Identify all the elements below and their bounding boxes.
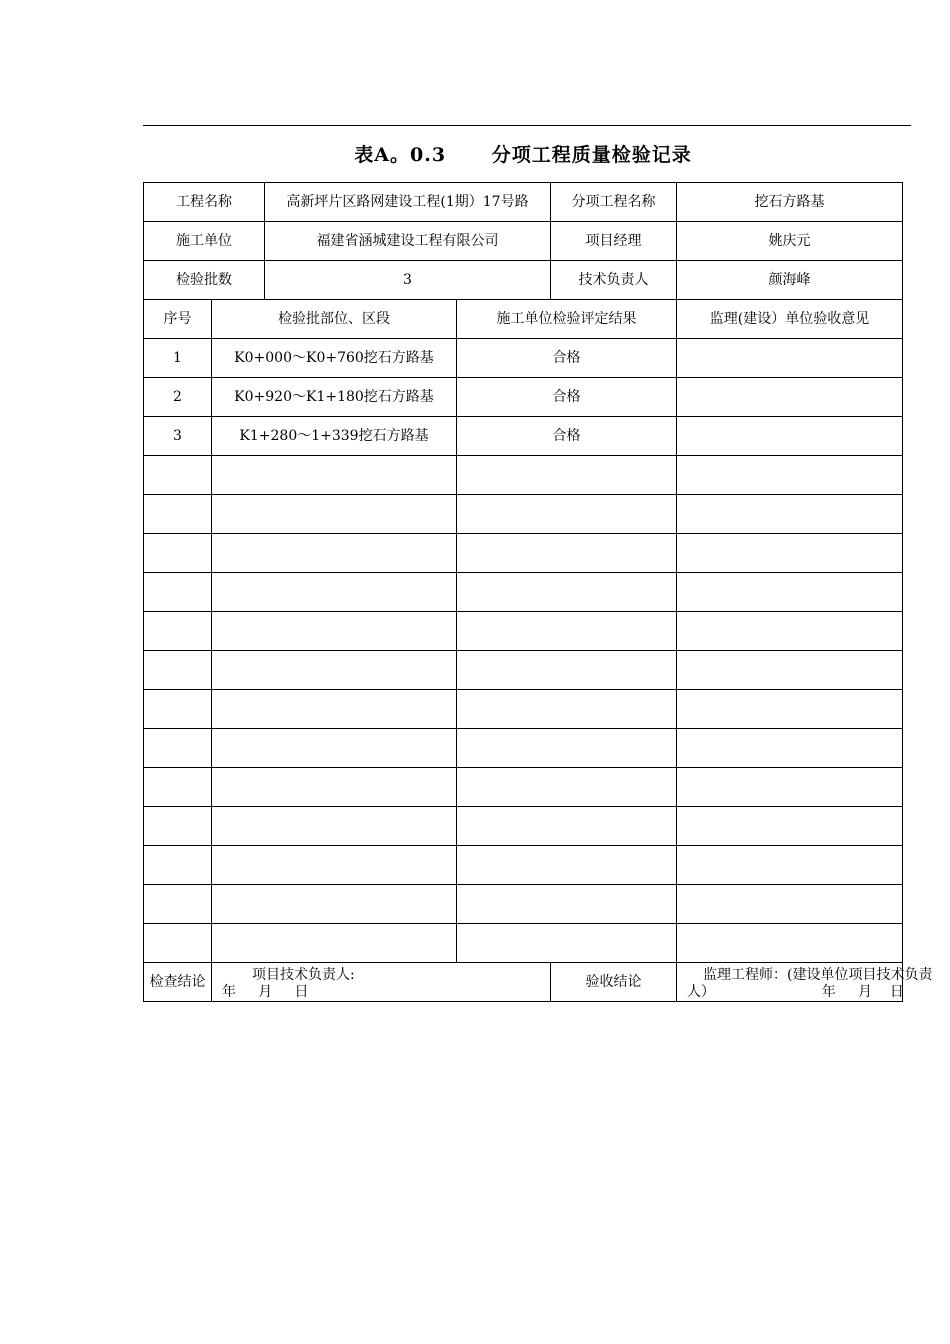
col-header-seq: 序号 [144, 300, 212, 339]
row-result-cell [457, 456, 677, 495]
table-row [144, 924, 903, 963]
col-header-opinion: 监理(建设）单位验收意见 [677, 300, 903, 339]
check-signer: 项目技术负责人: [252, 967, 355, 983]
table-row [144, 456, 903, 495]
accept-signer: 监理工程师：(建设单位项目技术负责 [703, 967, 933, 983]
row-opinion-cell [677, 573, 903, 612]
row-result-cell: 合格 [457, 339, 677, 378]
row-location-cell [212, 924, 457, 963]
row-opinion-cell [677, 690, 903, 729]
table-row [144, 846, 903, 885]
row-seq-cell [144, 690, 212, 729]
row-seq-cell [144, 768, 212, 807]
table-row [144, 885, 903, 924]
row-opinion-cell [677, 846, 903, 885]
row-opinion-cell [677, 885, 903, 924]
table-row [144, 690, 903, 729]
check-conclusion-label: 检查结论 [144, 963, 212, 1002]
row-result-cell: 合格 [457, 417, 677, 456]
table-row [144, 573, 903, 612]
row-location-cell [212, 651, 457, 690]
row-seq-cell [144, 924, 212, 963]
check-conclusion-cell [212, 963, 551, 1002]
table-row [144, 417, 903, 456]
row-opinion-cell [677, 768, 903, 807]
row-result-cell [457, 495, 677, 534]
row-location-cell: K1+280～1+339挖石方路基 [212, 417, 457, 456]
row-location-cell [212, 846, 457, 885]
row-result-cell [457, 651, 677, 690]
row-seq-cell [144, 885, 212, 924]
row-location-cell [212, 807, 457, 846]
row-location-cell: K0+000～K0+760挖石方路基 [212, 339, 457, 378]
contractor-value: 福建省涵城建设工程有限公司 [265, 222, 551, 261]
table-row [144, 378, 903, 417]
batch-count-label: 检验批数 [144, 261, 265, 300]
top-rule [143, 125, 911, 126]
row-result-cell [457, 690, 677, 729]
table-row [144, 495, 903, 534]
row-seq-cell [144, 534, 212, 573]
row-opinion-cell [677, 924, 903, 963]
row-location-cell [212, 456, 457, 495]
row-result-cell [457, 729, 677, 768]
row-location-cell [212, 768, 457, 807]
table-row [144, 729, 903, 768]
row-opinion-cell [677, 651, 903, 690]
row-result-cell [457, 534, 677, 573]
header-row-project [144, 183, 903, 222]
sub-project-label: 分项工程名称 [551, 183, 677, 222]
row-seq-cell: 1 [144, 339, 212, 378]
col-header-location: 检验批部位、区段 [212, 300, 457, 339]
row-result-cell [457, 846, 677, 885]
column-header-row [144, 300, 903, 339]
row-location-cell [212, 534, 457, 573]
conclusion-row [144, 963, 903, 1002]
row-seq-cell [144, 456, 212, 495]
row-result-cell: 合格 [457, 378, 677, 417]
row-opinion-cell [677, 378, 903, 417]
row-location-cell [212, 495, 457, 534]
row-result-cell [457, 807, 677, 846]
row-location-cell [212, 729, 457, 768]
col-header-result: 施工单位检验评定结果 [457, 300, 677, 339]
row-seq-cell: 3 [144, 417, 212, 456]
row-result-cell [457, 573, 677, 612]
row-seq-cell [144, 651, 212, 690]
project-name-value: 高新坪片区路网建设工程(1期）17号路 [265, 183, 551, 222]
project-name-label: 工程名称 [144, 183, 265, 222]
manager-value: 姚庆元 [677, 222, 903, 261]
row-opinion-cell [677, 417, 903, 456]
table-row [144, 651, 903, 690]
table-row [144, 807, 903, 846]
row-seq-cell [144, 495, 212, 534]
row-location-cell [212, 573, 457, 612]
tech-lead-value: 颜海峰 [677, 261, 903, 300]
table-row [144, 534, 903, 573]
table-row [144, 768, 903, 807]
row-location-cell [212, 885, 457, 924]
row-seq-cell [144, 846, 212, 885]
row-location-cell [212, 690, 457, 729]
row-result-cell [457, 768, 677, 807]
page-title: 表A。0.3 分项工程质量检验记录 [354, 144, 692, 166]
row-seq-cell [144, 612, 212, 651]
row-opinion-cell [677, 495, 903, 534]
row-seq-cell [144, 729, 212, 768]
sub-project-value: 挖石方路基 [677, 183, 903, 222]
tech-lead-label: 技术负责人 [551, 261, 677, 300]
contractor-label: 施工单位 [144, 222, 265, 261]
header-row-batch [144, 261, 903, 300]
row-opinion-cell [677, 534, 903, 573]
accept-signer-cont: 人） 年 月 日 [687, 984, 904, 1000]
row-seq-cell: 2 [144, 378, 212, 417]
row-location-cell: K0+920～K1+180挖石方路基 [212, 378, 457, 417]
row-opinion-cell [677, 456, 903, 495]
row-opinion-cell [677, 339, 903, 378]
row-opinion-cell [677, 612, 903, 651]
row-seq-cell [144, 573, 212, 612]
inspection-record-table [143, 182, 933, 1002]
row-location-cell [212, 612, 457, 651]
accept-conclusion-label: 验收结论 [551, 963, 677, 1002]
row-seq-cell [144, 807, 212, 846]
row-result-cell [457, 924, 677, 963]
check-date: 年 月 日 [222, 984, 309, 1000]
batch-count-value: 3 [265, 261, 551, 300]
row-opinion-cell [677, 729, 903, 768]
row-result-cell [457, 885, 677, 924]
row-result-cell [457, 612, 677, 651]
accept-conclusion-cell [677, 963, 933, 1002]
row-opinion-cell [677, 807, 903, 846]
header-row-contractor [144, 222, 903, 261]
manager-label: 项目经理 [551, 222, 677, 261]
table-row [144, 339, 903, 378]
table-row [144, 612, 903, 651]
